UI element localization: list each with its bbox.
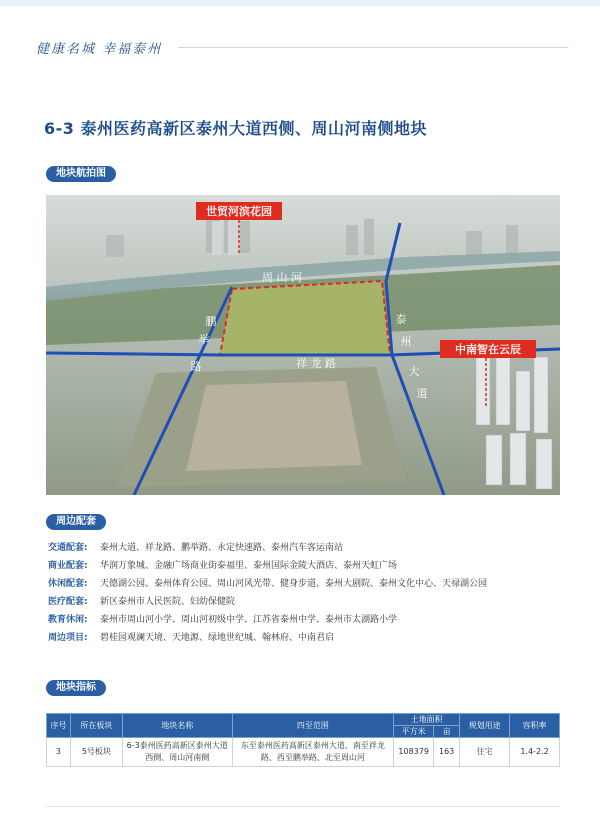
header-area-mu: 亩 <box>434 726 460 738</box>
label-road-pengju-2: 举 <box>198 333 210 346</box>
label-avenue-2: 州 <box>400 335 412 348</box>
construction-site <box>186 381 362 471</box>
label-community-nw: 世贸河滨花园 <box>206 205 272 218</box>
amenity-row-medical <box>48 593 560 611</box>
label-river: 周 山 河 <box>262 271 302 284</box>
amenity-row-traffic <box>48 539 560 557</box>
cell-block: 5号板块 <box>70 738 122 767</box>
amenities-list <box>48 539 560 647</box>
header-area: 土地面积 <box>394 714 460 726</box>
cell-no: 3 <box>47 738 71 767</box>
cell-name: 6-3泰州医药高新区泰州大道西侧、周山河南侧 <box>122 738 232 767</box>
amenity-key: 交通配套: <box>48 543 88 553</box>
amenity-value: 天德湖公园、泰州体育公园、周山河风光带、健身步道、泰州大剧院、泰州文化中心、天禄湖公园 <box>100 579 488 589</box>
header-area-sqm: 平方米 <box>394 726 434 738</box>
header-name: 地块名称 <box>122 714 232 738</box>
table-header-row <box>47 714 560 726</box>
header-block: 所在板块 <box>70 714 122 738</box>
footer-divider <box>46 806 560 807</box>
land-plot <box>220 281 390 355</box>
amenity-key: 医疗配套: <box>48 597 88 607</box>
cell-area-mu: 163 <box>434 738 460 767</box>
header-divider <box>178 47 568 48</box>
amenity-row-commerce <box>48 557 560 575</box>
section-tag-amenities: 周边配套 <box>46 514 106 530</box>
amenity-value: 泰州大道、祥龙路、鹏举路、永定快速路、泰州汽车客运南站 <box>100 543 344 553</box>
label-community-e: 中南智在云辰 <box>455 343 521 356</box>
header-use: 规划用途 <box>460 714 510 738</box>
header-scope: 四至范围 <box>232 714 394 738</box>
section-tag-aerial: 地块航拍图 <box>46 166 116 182</box>
top-stripe <box>0 0 600 6</box>
table-row <box>47 738 560 767</box>
section-tag-indicators: 地块指标 <box>46 680 106 696</box>
brand-slogan: 健康名城 幸福泰州 <box>36 42 163 57</box>
label-road-pengju-1: 鹏 <box>205 315 217 328</box>
header-far: 容积率 <box>510 714 560 738</box>
header-no: 序号 <box>47 714 71 738</box>
cell-use: 住宅 <box>460 738 510 767</box>
amenity-value: 新区泰州市人民医院、妇幼保健院 <box>100 597 236 607</box>
label-avenue-4: 道 <box>416 387 428 400</box>
page-title: 6-3 泰州医药高新区泰州大道西侧、周山河南侧地块 <box>44 119 427 138</box>
aerial-photo <box>46 195 560 495</box>
amenity-key: 商业配套: <box>48 561 88 571</box>
cell-area-sqm: 108379 <box>394 738 434 767</box>
amenity-row-projects <box>48 629 560 647</box>
amenity-row-education <box>48 611 560 629</box>
amenity-row-leisure <box>48 575 560 593</box>
indicator-table <box>46 713 560 767</box>
cell-far: 1.4-2.2 <box>510 738 560 767</box>
label-road-xianglong: 祥 龙 路 <box>296 357 336 370</box>
cell-scope: 东至泰州医药高新区泰州大道、南至祥龙路、西至鹏举路、北至周山河 <box>232 738 394 767</box>
amenity-value: 华润万象城、金融广场商业街泰福里、泰州国际金陵大酒店、泰州天虹广场 <box>100 561 398 571</box>
amenity-key: 休闲配套: <box>48 579 88 589</box>
label-avenue-3: 大 <box>408 365 420 378</box>
label-road-pengju-3: 路 <box>190 360 202 373</box>
label-avenue-1: 泰 <box>395 313 407 326</box>
amenity-key: 教育休闲: <box>48 615 88 625</box>
amenity-value: 碧桂园观澜天境、天地源、绿地世纪城、翰林府、中南君启 <box>100 633 335 643</box>
amenity-key: 周边项目: <box>48 633 88 643</box>
amenity-value: 泰州市周山河小学、周山河初级中学、江苏省泰州中学、泰州市太湖路小学 <box>100 615 398 625</box>
